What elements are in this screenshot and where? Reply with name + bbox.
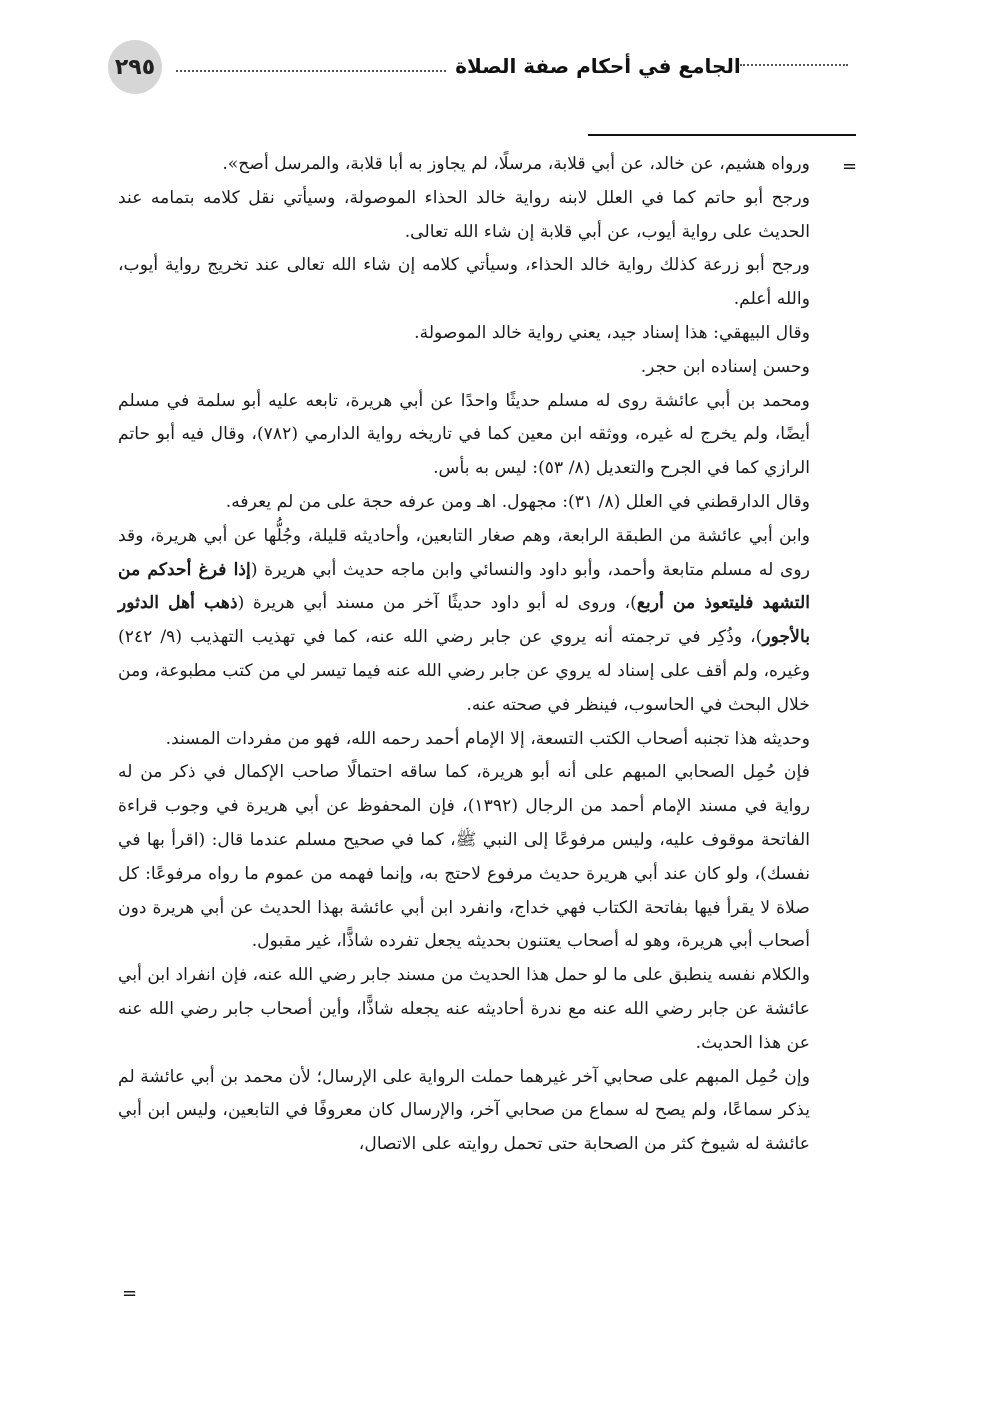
paragraph [118,520,810,723]
paragraph: وقال البيهقي: هذا إسناد جيد، يعني رواية خالد الموصولة. [414,322,810,343]
paragraph: وقال الدارقطني في العلل (٨/ ٣١): مجهول. اهـ ومن عرفه حجة على من لم يعرفه. [225,491,810,512]
footnote-body [118,148,810,1162]
header-dotted-leader [176,70,446,72]
paragraph: فإن حُمِل الصحابي المبهم على أنه أبو هريرة، كما ساقه احتمالًا صاحب الإكمال في ذكر من له رواية في مسند الإمام أحمد من الرجال (١٣٩٢)، فإن المحفوظ عن أبي هريرة في وجوب قراءة الفاتحة موقوف عليه، وليس مرفوعًا إلى النبي ﷺ، كما في صحيح مسلم عندما قال: (اقرأ بها في نفسك)، ولو كان عند أبي هريرة حديث مرفوع لاحتج به، وإنما فهمه من عموم ما رواه مرفوعًا: كل صلاة لا يقرأ فيها بفاتحة الكتاب فهي خداج، وانفرد ابن أبي عائشة بهذا الحديث عن أبي هريرة دون أصحاب أبي هريرة، وهو له أصحاب يعتنون بحديثه يجعل تفرده شاذًّا، غير مقبول. [118,762,810,952]
hadith-quote: ذهب أهل الدثور بالأجور [118,593,810,648]
footnote-separator [588,134,856,136]
paragraph: ورجح أبو زرعة كذلك رواية خالد الحذاء، وسيأتي كلامه إن شاء الله تعالى عند تخريج رواية أيوب، والله أعلم. [118,255,810,310]
paragraph-text: )، وروى له أبو داود حديثًا آخر من مسند أبي هريرة ( [237,593,637,614]
hadith-quote: إذا فرغ أحدكم من التشهد فليتعوذ من أربع [118,559,810,614]
paragraph-text: )، وذُكِر في ترجمته أنه يروي عن جابر رضي الله عنه، كما في تهذيب التهذيب (٩/ ٢٤٢) وغيره، ولم أقف على إسناد له يروي عن جابر رضي الله عنه فيما تيسر لي من كتب مطبوعة، ومن خلال البحث في الحاسوب، فينظر في صحته عنه. [118,627,810,715]
continuation-mark-end: = [122,1283,138,1304]
book-title: الجامع في أحكام صفة الصلاة [455,54,741,78]
page-header [108,40,848,106]
paragraph: والكلام نفسه ينطبق على ما لو حمل هذا الحديث من مسند جابر رضي الله عنه، فإن انفراد ابن أبي عائشة عن جابر رضي الله عنه مع ندرة أحاديثه عنه يجعله شاذًّا، وأين أصحاب جابر رضي الله عنه عن هذا الحديث. [118,965,810,1053]
page-number: ٢٩٥ [108,40,162,94]
paragraph: ومحمد بن أبي عائشة روى له مسلم حديثًا واحدًا عن أبي هريرة، تابعه عليه أبو سلمة في مسلم أيضًا، ولم يخرج له غيره، ووثقه ابن معين كما في تاريخه رواية الدارمي (٧٨٢)، وقال فيه أبو حاتم الرازي كما في الجرح والتعديل (٨/ ٥٣): ليس به بأس. [118,390,810,479]
paragraph: وحسن إسناده ابن حجر. [640,356,810,377]
paragraph-text: وابن أبي عائشة من الطبقة الرابعة، وهم صغار التابعين، وأحاديثه قليلة، وجُلُّها عن أبي هريرة، وقد روى له مسلم متابعة وأحمد، وأبو داود والنسائي وابن ماجه حديث أبي هريرة ( [118,525,811,580]
paragraph: ورواه هشيم، عن خالد، عن أبي قلابة، مرسلًا، لم يجاوز به أبا قلابة، والمرسل أصح». [222,154,810,174]
continuation-mark-start: = [842,156,858,177]
header-dotted-leader-right [740,64,848,66]
paragraph: وحديثه هذا تجنبه أصحاب الكتب التسعة، إلا الإمام أحمد رحمه الله، فهو من مفردات المسند. [165,728,810,749]
paragraph: ورجح أبو حاتم كما في العلل لابنه رواية خالد الحذاء الموصولة، وسيأتي نقل كلامه بتمامه عند الحديث على رواية أيوب، عن أبي قلابة إن شاء الله تعالى. [118,187,810,242]
paragraph: وإن حُمِل المبهم على صحابي آخر غيرهما حملت الرواية على الإرسال؛ لأن محمد بن أبي عائشة لم يذكر سماعًا، ولم يصح له سماع من صحابي آخر، والإرسال كان معروفًا في التابعين، وليس ابن أبي عائشة له شيوخ كثر من الصحابة حتى تحمل روايته على الاتصال، [118,1066,810,1155]
